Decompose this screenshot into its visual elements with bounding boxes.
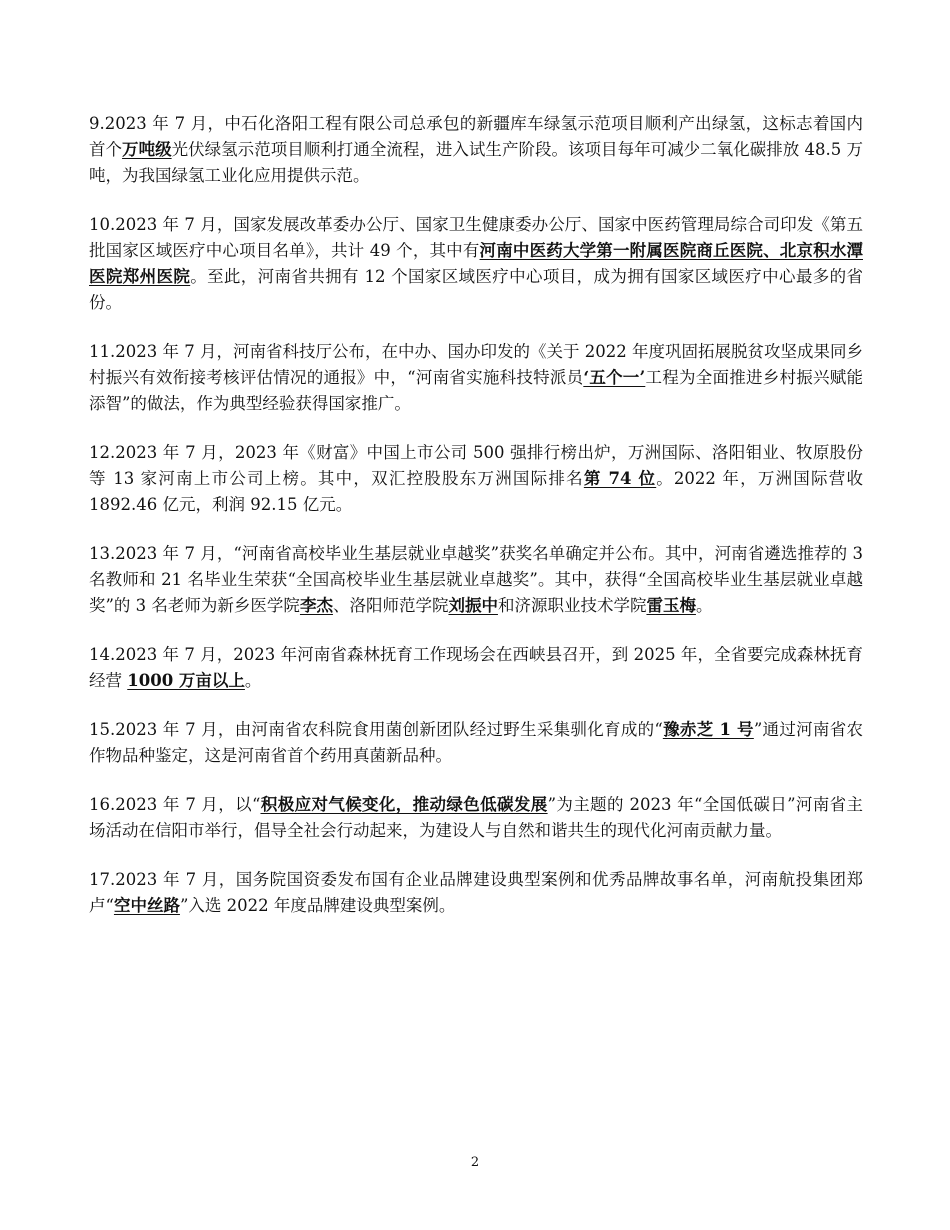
- highlight-keyword: 第 74 位: [583, 469, 657, 488]
- news-item-14: 14.2023 年 7 月，2023 年河南省森林抚育工作现场会在西峡县召开，到 2025 年，全省要完成森林抚育经营 1000 万亩以上。: [89, 645, 863, 690]
- document-body: [89, 111, 863, 942]
- news-item-16: 16.2023 年 7 月，以“积极应对气候变化，推动绿色低碳发展”为主题的 2023 年“全国低碳日”河南省主场活动在信阳市举行，倡导全社会行动起来，为建设人与自然和谐共生的现代化河南贡献力量。: [89, 795, 864, 840]
- highlight-keyword: 豫赤芝 1 号: [662, 720, 754, 739]
- news-item-15: 15.2023 年 7 月，由河南省农科院食用菌创新团队经过野生采集驯化育成的“豫赤芝 1 号”通过河南省农作物品种鉴定，这是河南省首个药用真菌新品种。: [89, 720, 863, 765]
- news-item-17: 17.2023 年 7 月，国务院国资委发布国有企业品牌建设典型案例和优秀品牌故事名单，河南航投集团郑卢“空中丝路”入选 2022 年度品牌建设典型案例。: [89, 870, 863, 915]
- page-number: 2: [470, 1155, 480, 1170]
- highlight-keyword: 万吨级: [122, 140, 172, 159]
- highlight-keyword: 1000 万亩以上: [127, 671, 245, 690]
- news-item-11: 11.2023 年 7 月，河南省科技厅公布，在中办、国办印发的《关于 2022 年度巩固拓展脱贫攻坚成果同乡村振兴有效衔接考核评估情况的通报》中，“河南省实施科技特派员‘五个一’工程为全面推进乡村振兴赋能添智”的做法，作为典型经验获得国家推广。: [89, 342, 864, 413]
- highlight-keyword: 李杰: [299, 596, 333, 615]
- news-item-13: 13.2023 年 7 月，“河南省高校毕业生基层就业卓越奖”获奖名单确定并公布。其中，河南省遴选推荐的 3 名教师和 21 名毕业生荣获“全国高校毕业生基层就业卓越奖”。其中，获得“全国高校毕业生基层就业卓越奖”的 3 名老师为新乡医学院李杰、洛阳师范学院刘振中和济源职业技术学院雷玉梅。: [89, 544, 863, 615]
- highlight-keyword: 刘振中: [448, 596, 498, 615]
- highlight-keyword: 河南中医药大学第一附属医院商丘医院、北京积水潭医院郑州医院: [89, 241, 863, 286]
- news-item-10: 10.2023 年 7 月，国家发展改革委办公厅、国家卫生健康委办公厅、国家中医药管理局综合司印发《第五批国家区域医疗中心项目名单》，共计 49 个，其中有河南中医药大学第一附属医院商丘医院、北京积水潭医院郑州医院。至此，河南省共拥有 12 个国家区域医疗中心项目，成为拥有国家区域医疗中心最多的省份。: [89, 215, 863, 312]
- news-item-12: 12.2023 年 7 月，2023 年《财富》中国上市公司 500 强排行榜出炉，万洲国际、洛阳钼业、牧原股份等 13 家河南上市公司上榜。其中，双汇控股股东万洲国际排名第 74 位。2022 年，万洲国际营收 1892.46 亿元，利润 92.15 亿元。: [89, 443, 863, 514]
- highlight-keyword: 空中丝路: [113, 896, 180, 915]
- highlight-keyword: ‘五个一’: [583, 368, 646, 387]
- highlight-keyword: 积极应对气候变化，推动绿色低碳发展: [260, 795, 548, 814]
- news-item-9: 9.2023 年 7 月，中石化洛阳工程有限公司总承包的新疆库车绿氢示范项目顺利产出绿氢，这标志着国内首个万吨级光伏绿氢示范项目顺利打通全流程，进入试生产阶段。该项目每年可减少二氧化碳排放 48.5 万吨，为我国绿氢工业化应用提供示范。: [89, 114, 864, 185]
- highlight-keyword: 雷玉梅: [646, 596, 696, 615]
